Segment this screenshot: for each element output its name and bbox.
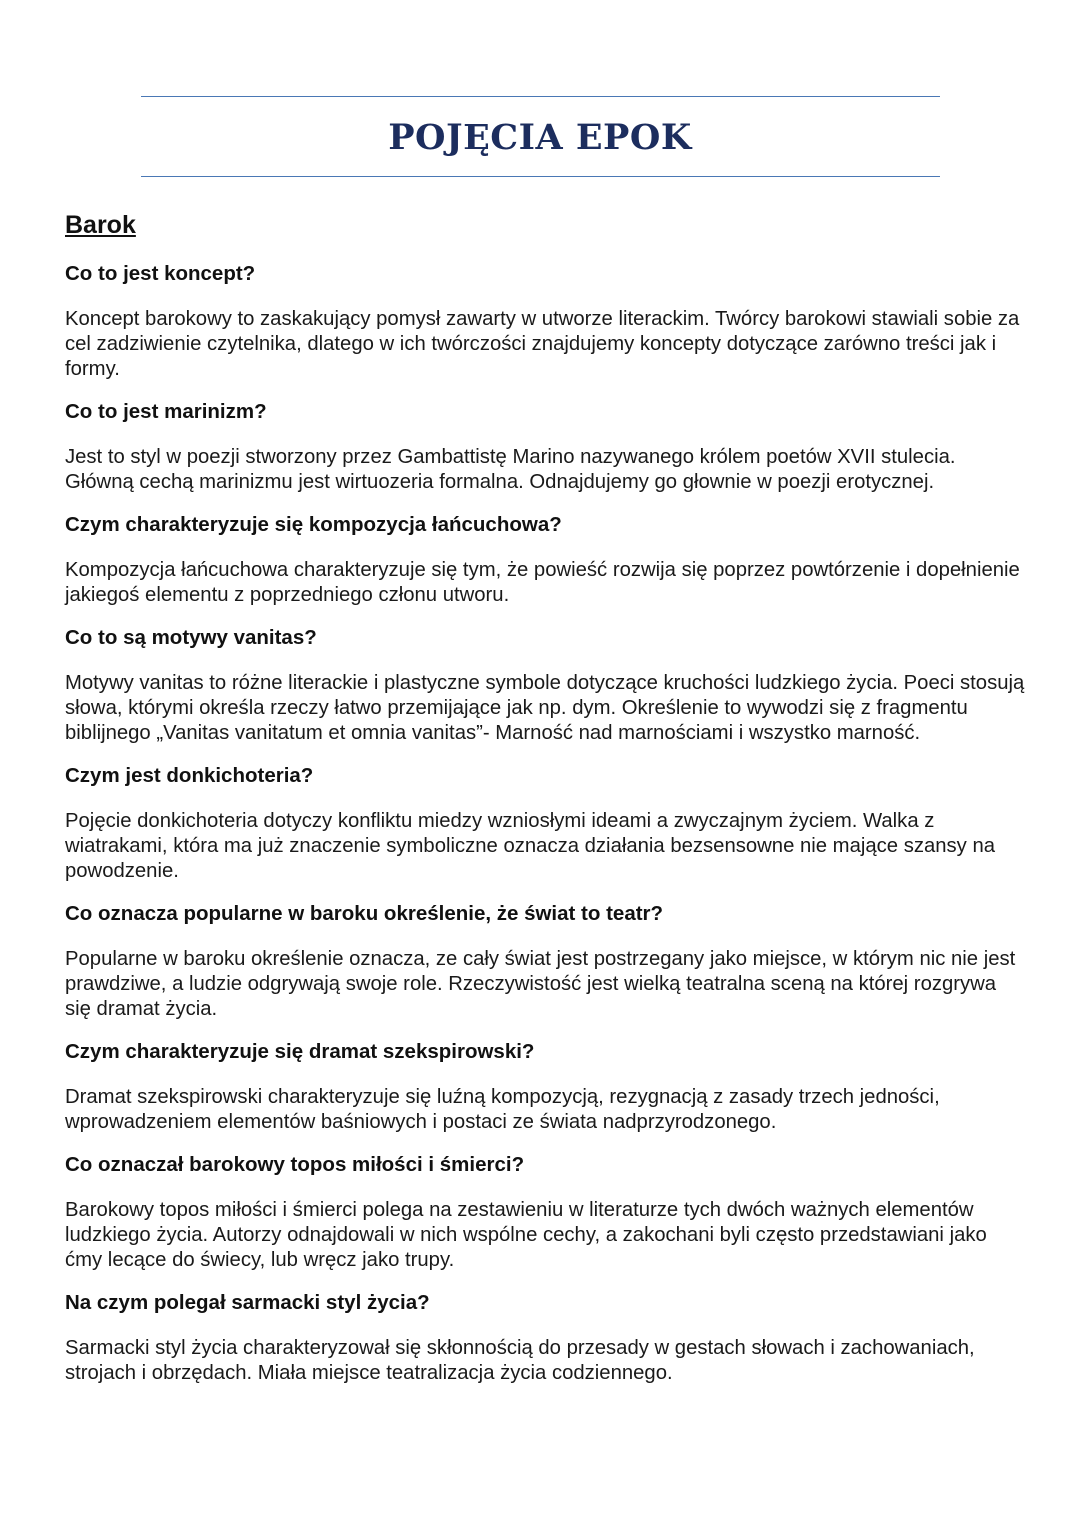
answer-paragraph: Popularne w baroku określenie oznacza, ze cały świat jest postrzegany jako miejsce, w którym nic nie jest prawdziwe, a ludzie odgrywają swoje role. Rzeczywistość jest wielką teatralna sceną na której rozgrywa się dramat życia. (65, 948, 1016, 1020)
answer-paragraph: Sarmacki styl życia charakteryzował się skłonnością do przesady w gestach słowach i zachowaniach, strojach i obrzędach. Miała miejsce teatralizacja życia codziennego. (65, 1337, 975, 1384)
answer-paragraph: Pojęcie donkichoteria dotyczy konfliktu miedzy wzniosłymi ideami a zwyczajnym życiem. Walka z wiatrakami, która ma już znaczenie symboliczne oznacza działania bezsensowne nie mające szansy na powodzenie. (65, 810, 996, 882)
qa-item (65, 1152, 1025, 1273)
question-heading: Co to jest marinizm? (65, 400, 267, 423)
question-heading: Co oznacza popularne w baroku określenie, że świat to teatr? (65, 902, 664, 925)
title-bottom-rule (141, 176, 940, 177)
answer-paragraph: Dramat szekspirowski charakteryzuje się luźną kompozycją, rezygnacją z zasady trzech jedności, wprowadzeniem elementów baśniowych i postaci ze świata nadprzyrodzonego. (65, 1086, 940, 1133)
answer-paragraph: Motywy vanitas to różne literackie i plastyczne symbole dotyczące kruchości ludzkiego życia. Poeci stosują słowa, którymi określa rzeczy łatwo przemijające jak np. dym. Określenie to wywodzi się z fragmentu biblijnego „Vanitas vanitatum et omnia vanitas”- Marność nad marnościami i wszystko marność. (65, 672, 1025, 744)
answer-paragraph: Koncept barokowy to zaskakujący pomysł zawarty w utworze literackim. Twórcy barokowi stawiali sobie za cel zadziwienie czytelnika, dlatego w ich twórczości znajdujemy koncepty dotyczące zarówno treści jak i formy. (65, 308, 1020, 380)
qa-item (65, 763, 1025, 884)
qa-item (65, 1039, 1025, 1135)
question-heading: Co oznaczał barokowy topos miłości i śmierci? (65, 1153, 525, 1176)
qa-item (65, 399, 1025, 495)
qa-item (65, 625, 1025, 746)
qa-item (65, 1290, 1025, 1386)
page-title: POJĘCIA EPOK (388, 117, 692, 158)
answer-paragraph: Barokowy topos miłości i śmierci polega na zestawieniu w literaturze tych dwóch ważnych elementów ludzkiego życia. Autorzy odnajdowali w nich wspólne cechy, a zakochani byli często przedstawiani jako ćmy lecące do świecy, lub wręcz jako trupy. (65, 1199, 987, 1271)
section-heading: Barok (65, 211, 136, 239)
qa-item (65, 261, 1025, 382)
document-body (65, 207, 1025, 1403)
qa-item (65, 901, 1025, 1022)
qa-item (65, 512, 1025, 608)
question-heading: Co to są motywy vanitas? (65, 626, 317, 649)
question-heading: Czym charakteryzuje się kompozycja łańcuchowa? (65, 513, 562, 536)
question-heading: Co to jest koncept? (65, 262, 256, 285)
title-top-rule (141, 96, 940, 97)
question-heading: Na czym polegał sarmacki styl życia? (65, 1291, 430, 1314)
question-heading: Czym jest donkichoteria? (65, 764, 314, 787)
question-heading: Czym charakteryzuje się dramat szekspirowski? (65, 1040, 535, 1063)
answer-paragraph: Kompozycja łańcuchowa charakteryzuje się tym, że powieść rozwija się poprzez powtórzenie i dopełnienie jakiegoś elementu z poprzedniego członu utworu. (65, 559, 1020, 606)
answer-paragraph: Jest to styl w poezji stworzony przez Gambattistę Marino nazywanego królem poetów XVII stulecia. Główną cechą marinizmu jest wirtuozeria formalna. Odnajdujemy go głownie w poezji erotycznej. (65, 446, 956, 493)
